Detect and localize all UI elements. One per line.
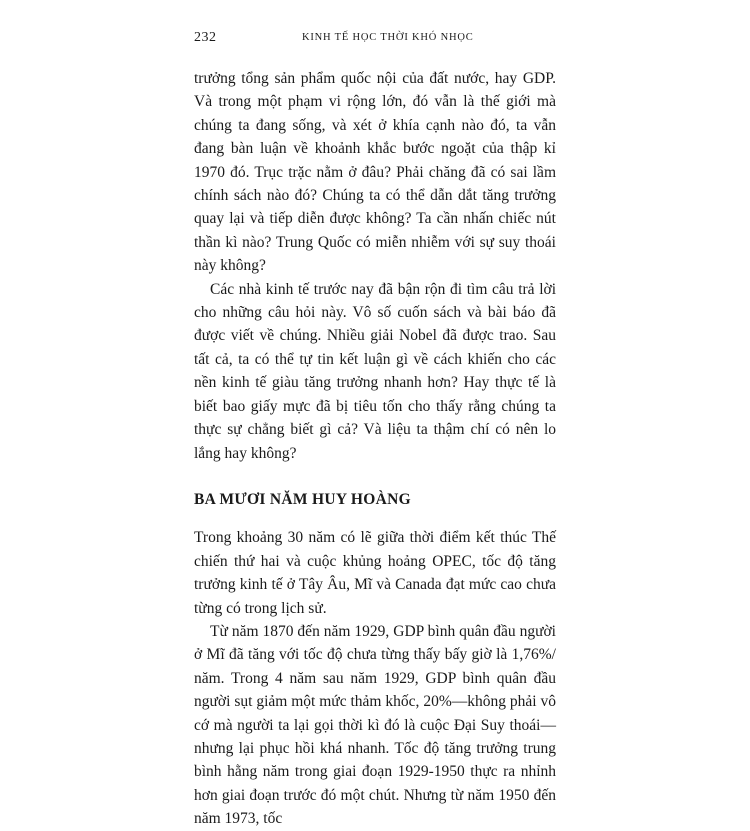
section-heading: BA MƯƠI NĂM HUY HOÀNG [194,490,411,508]
page-number: 232 [194,30,217,45]
page-body [194,67,556,831]
body-paragraph: Từ năm 1870 đến năm 1929, GDP bình quân đầu người ở Mĩ đã tăng với tốc độ chưa từng thấy bấy giờ là 1,76%/ năm. Trong 4 năm sau năm 1929, GDP bình quân đầu người sụt giảm một mức thảm khốc, 20%—không phải vô cớ mà người ta lại gọi thời kì đó là cuộc Đại Suy thoái—nhưng lại phục hồi khá nhanh. Tốc độ tăng trưởng trung bình hằng năm trong giai đoạn 1929-1950 thực ra nhỉnh hơn giai đoạn trước đó một chút. Nhưng từ năm 1950 đến năm 1973, tốc [194,622,556,828]
page-header [194,30,556,50]
body-paragraph: trưởng tổng sản phẩm quốc nội của đất nước, hay GDP. Và trong một phạm vi rộng lớn, đó vẫn là thế giới mà chúng ta đang sống, và xét ở khía cạnh nào đó, ta vẫn đang bàn luận về khoảnh khắc bước ngoặt của thập kỉ 1970 đó. Trục trặc nằm ở đâu? Phải chăng đã có sai lầm chính sách nào đó? Chúng ta có thể dẫn dắt tăng trưởng quay lại và tiếp diễn được không? Ta cần nhấn chiếc nút thần kì nào? Trung Quốc có miễn nhiễm với sự suy thoái này không? [194,70,556,275]
body-paragraph: Các nhà kinh tế trước nay đã bận rộn đi tìm câu trả lời cho những câu hỏi này. Vô số cuốn sách và bài báo đã được viết về chúng. Nhiều giải Nobel đã được trao. Sau tất cả, ta có thể tự tin kết luận gì về cách khiến cho các nền kinh tế giàu tăng trưởng nhanh hơn? Hay thực tế là biết bao giấy mực đã bị tiêu tốn cho thấy rằng chúng ta thực sự chẳng biết gì cả? Và liệu ta thậm chí có nên lo lắng hay không? [194,280,556,462]
running-title: KINH TẾ HỌC THỜI KHÓ NHỌC [302,32,474,43]
body-paragraph: Trong khoảng 30 năm có lẽ giữa thời điểm kết thúc Thế chiến thứ hai và cuộc khủng hoảng OPEC, tốc độ tăng trưởng kinh tế ở Tây Âu, Mĩ và Canada đạt mức cao chưa từng có trong lịch sử. [194,529,556,617]
